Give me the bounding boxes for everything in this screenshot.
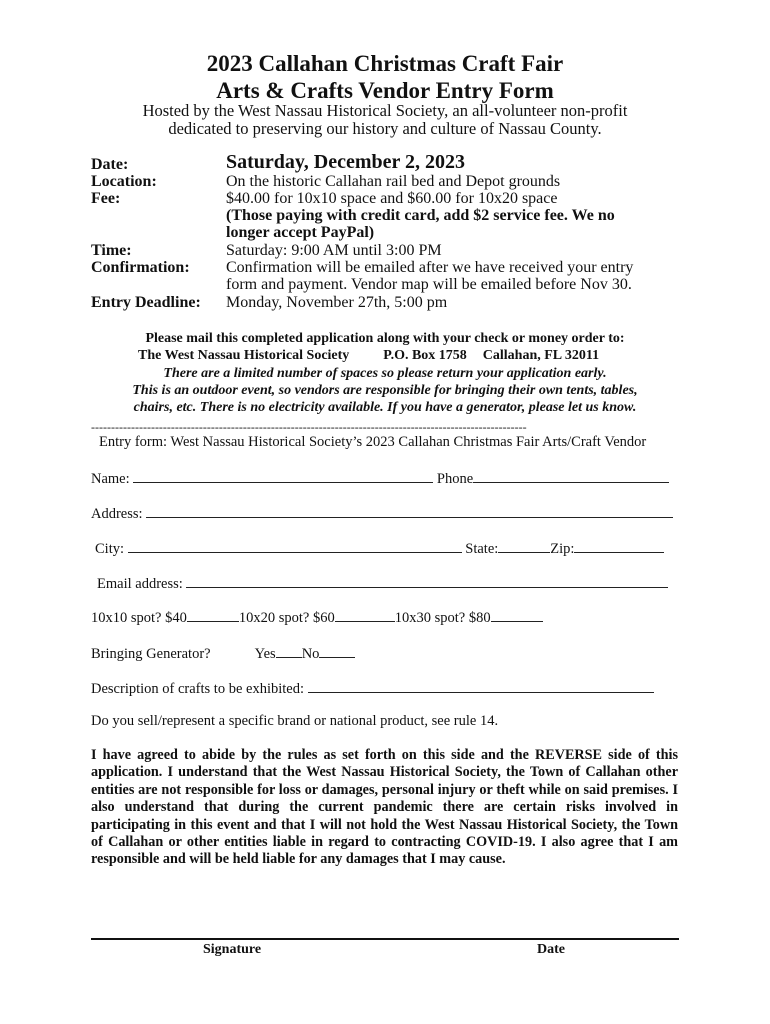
address-row (91, 504, 673, 523)
address-field[interactable] (146, 504, 673, 518)
hosted-line-2: dedicated to preserving our history and culture of Nassau County. (168, 119, 602, 138)
fee-label: Fee: (91, 190, 121, 207)
outdoor-note-line-1: This is an outdoor event, so vendors are responsible for bringing their own tents, tables, (132, 383, 638, 398)
confirmation-line-2: form and payment. Vendor map will be emailed before Nov 30. (226, 276, 632, 293)
form-title: 2023 Callahan Christmas Craft Fair (206, 51, 564, 76)
brand-question: Do you sell/represent a specific brand or national product, see rule 14. (91, 713, 499, 729)
form-subtitle: Arts & Crafts Vendor Entry Form (216, 78, 554, 103)
agreement-text: I have agreed to abide by the rules as set forth on this side and the REVERSE side of this application. I understand that the West Nassau Historical Society, the Town of Callahan other entities are not responsible for loss or damages, personal injury or theft while on said premises. I also understand that during the current pandemic there are certain risks involved in participating in this event and that I will not hold the West Nassau Historical Society, the Town of Callahan or other entities liable in regard to contracting COVID-19. I also agree that I am responsible and will be held liable for any damages that I may cause. (91, 747, 678, 868)
mailing-city: Callahan, FL 32011 (482, 348, 600, 363)
location-label: Location: (91, 173, 157, 190)
deadline-label: Entry Deadline: (91, 294, 201, 311)
entry-deadline: Monday, November 27th, 5:00 pm (226, 294, 448, 311)
event-location: On the historic Callahan rail bed and Depot grounds (226, 173, 561, 190)
generator-yes-label: Yes (254, 646, 276, 662)
spot-10x20-field[interactable] (335, 608, 395, 622)
event-fee: $40.00 for 10x10 space and $60.00 for 10x20 space (226, 190, 558, 207)
fee-note-line-2: longer accept PayPal) (226, 224, 375, 241)
entry-form-title: Entry form: West Nassau Historical Society’s 2023 Callahan Christmas Fair Arts/Craft Vendor (99, 434, 647, 450)
signature-line[interactable] (91, 938, 679, 940)
city-row (95, 539, 664, 558)
email-label: Email address: (97, 576, 183, 592)
time-label: Time: (91, 242, 132, 259)
phone-label: Phone (436, 471, 474, 487)
hosted-line-1: Hosted by the West Nassau Historical Society, an all-volunteer non-profit (142, 101, 628, 120)
email-field[interactable] (186, 574, 668, 588)
confirmation-line-1: Confirmation will be emailed after we have received your entry (226, 259, 634, 276)
spot-10x30-label: 10x30 spot? $80 (394, 610, 491, 626)
name-label: Name: (91, 471, 130, 487)
name-row (91, 469, 669, 488)
spot-10x10-field[interactable] (187, 608, 239, 622)
state-label: State: (465, 541, 499, 557)
spot-size-row (91, 608, 543, 627)
signature-date-label: Date (537, 942, 565, 957)
mailing-org: The West Nassau Historical Society (138, 348, 350, 363)
spot-10x20-label: 10x20 spot? $60 (238, 610, 335, 626)
city-field[interactable] (128, 539, 462, 553)
fee-note-line-1: (Those paying with credit card, add $2 service fee. We no (226, 207, 615, 224)
mailing-pobox: P.O. Box 1758 (383, 348, 467, 363)
address-label: Address: (91, 506, 143, 522)
mailing-address (138, 347, 599, 365)
email-row (97, 574, 668, 593)
cut-line-separator: ------------------------------------------------------------------------------------------------------------- (91, 420, 527, 434)
phone-field[interactable] (473, 469, 669, 483)
generator-yes-field[interactable] (276, 644, 302, 658)
generator-row (91, 644, 355, 663)
signature-label: Signature (203, 942, 262, 957)
spot-10x30-field[interactable] (491, 608, 543, 622)
description-label: Description of crafts to be exhibited: (91, 681, 305, 697)
date-label: Date: (91, 156, 129, 173)
event-date: Saturday, December 2, 2023 (226, 151, 466, 173)
event-time: Saturday: 9:00 AM until 3:00 PM (226, 242, 442, 259)
state-field[interactable] (498, 539, 550, 553)
zip-label: Zip: (550, 541, 575, 557)
city-label: City: (95, 541, 125, 557)
limited-spaces-note: There are a limited number of spaces so please return your application early. (163, 366, 607, 381)
spot-10x10-label: 10x10 spot? $40 (91, 610, 187, 626)
confirmation-label: Confirmation: (91, 259, 190, 276)
mail-instructions: Please mail this completed application along with your check or money order to: (145, 331, 625, 346)
description-row (91, 679, 654, 698)
zip-field[interactable] (574, 539, 664, 553)
name-field[interactable] (133, 469, 433, 483)
hosted-by-text (0, 102, 770, 138)
generator-no-label: No (301, 646, 320, 662)
description-field[interactable] (308, 679, 654, 693)
generator-label: Bringing Generator? (91, 646, 211, 662)
outdoor-note-line-2: chairs, etc. There is no electricity available. If you have a generator, please let us know. (133, 400, 637, 415)
generator-no-field[interactable] (319, 644, 355, 658)
